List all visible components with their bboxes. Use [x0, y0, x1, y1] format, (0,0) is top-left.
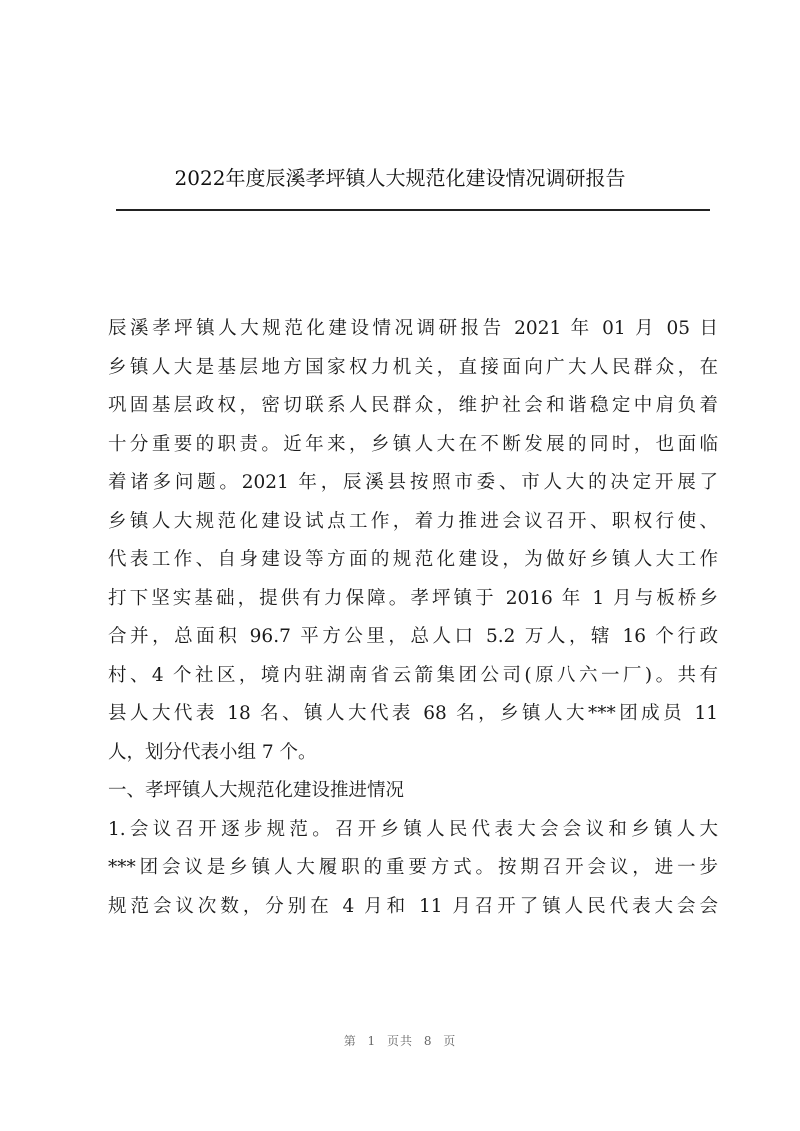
body-line: 人，划分代表小组 7 个。	[108, 741, 317, 763]
page-number: 第 1 页共 8 页	[343, 1034, 457, 1048]
section-heading: 一、孝坪镇人大规范化建设推进情况	[108, 780, 405, 801]
body-line: 乡镇人大规范化建设试点工作，着力推进会议召开、职权行使、	[108, 510, 718, 532]
body-line: 着诸多问题。2021 年，辰溪县按照市委、市人大的决定开展了	[108, 472, 718, 493]
body-line: 乡镇人大是基层地方国家权力机关，直接面向广大人民群众，在	[108, 356, 718, 378]
document-body	[108, 310, 718, 926]
body-line: ***团会议是乡镇人大履职的重要方式。按期召开会议，进一步	[108, 857, 718, 878]
body-line: 代表工作、自身建设等方面的规范化建设，为做好乡镇人大工作	[108, 549, 718, 570]
body-line: 合并，总面积 96.7 平方公里，总人口 5.2 万人，辖 16 个行政	[108, 626, 718, 647]
body-line: 1.会议召开逐步规范。召开乡镇人民代表大会会议和乡镇人大	[108, 818, 718, 840]
body-line: 打下坚实基础，提供有力保障。孝坪镇于 2016 年 1 月与板桥乡	[108, 587, 718, 609]
body-line: 村、4 个社区，境内驻湖南省云箭集团公司(原八六一厂)。共有	[108, 664, 718, 686]
body-line: 县人大代表 18 名、镇人大代表 68 名，乡镇人大***团成员 11	[108, 703, 718, 724]
document-title: 2022年度辰溪孝坪镇人大规范化建设情况调研报告	[174, 166, 626, 190]
body-line: 规范会议次数，分别在 4 月和 11 月召开了镇人民代表大会会	[108, 895, 718, 917]
title-underline	[116, 209, 710, 211]
body-line: 巩固基层政权，密切联系人民群众，维护社会和谐稳定中肩负着	[108, 395, 718, 416]
body-line: 辰溪孝坪镇人大规范化建设情况调研报告 2021 年 01 月 05 日	[108, 318, 718, 339]
body-line: 十分重要的职责。近年来，乡镇人大在不断发展的同时，也面临	[108, 433, 718, 455]
